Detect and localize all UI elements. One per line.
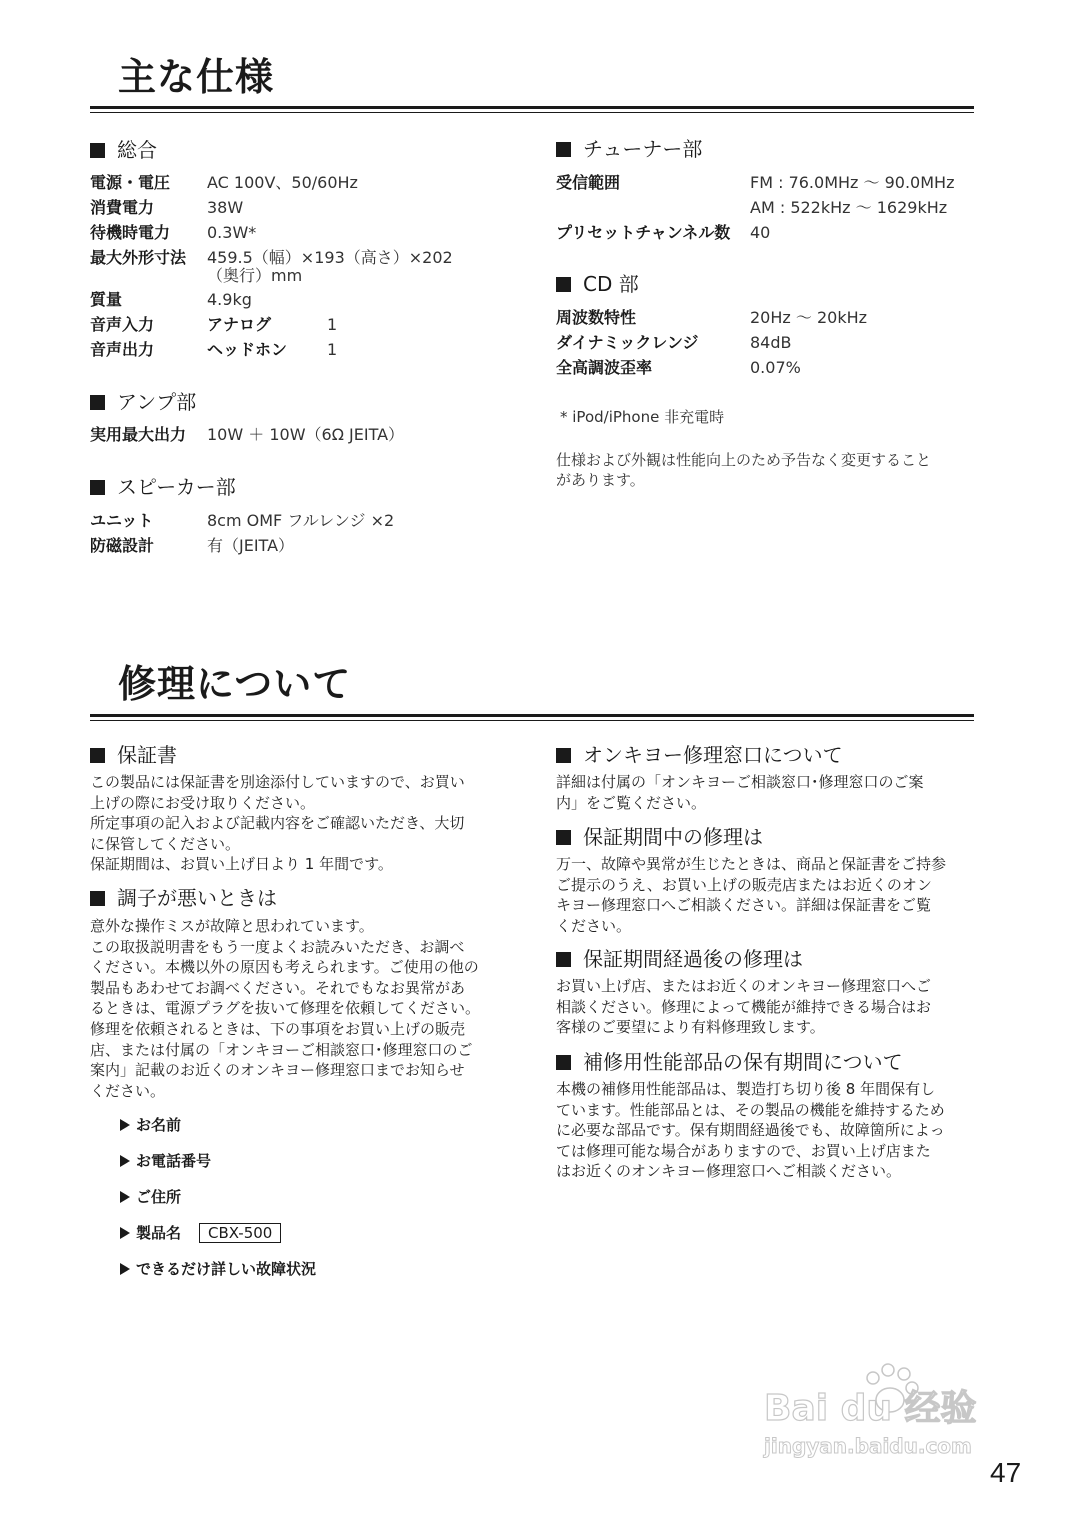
amp-heading: アンプ部 [90, 390, 196, 414]
square-bullet-icon [90, 748, 105, 763]
square-bullet-icon [556, 748, 571, 763]
triangle-bullet-icon [120, 1191, 130, 1203]
general-heading: 総合 [90, 138, 157, 162]
parts-heading: 補修用性能部品の保有期間について [556, 1050, 903, 1074]
trouble-text: 意外な操作ミスが故障と思われています。 この取扱説明書をもう一度よくお読みいただき、お調べ ください。本機以外の原因も考えられます。ご使用の他の 製品もあわせてお調べください。それでもなお異常があ るときは、電源プラグを抜いて修理を依頼してください。 修理を依頼されるときは、下の事項をお買い上げの販売 店、または付属の「オンキヨーご相談窓口･修理窓口のご 案内」記載のお近くのオンキヨー修理窓口までお知らせ ください。 [90, 917, 481, 1100]
square-bullet-icon [556, 830, 571, 845]
repair-title: 修理について [118, 662, 352, 706]
onkyo-heading: オンキヨー修理窓口について [556, 743, 843, 767]
cd-heading: CD 部 [556, 272, 639, 296]
model-name-box: CBX-500 [199, 1223, 281, 1243]
list-item: お名前 [120, 1115, 181, 1135]
tuner-heading: チューナー部 [556, 137, 702, 161]
paw-toe-icon [882, 1364, 894, 1376]
footnote: * iPod/iPhone 非充電時 [560, 408, 725, 426]
after-heading: 保証期間経過後の修理は [556, 947, 803, 971]
square-bullet-icon [556, 142, 571, 157]
specs-title-rule [90, 106, 974, 109]
triangle-bullet-icon [120, 1119, 130, 1131]
list-item: 製品名 CBX-500 [120, 1223, 281, 1243]
triangle-bullet-icon [120, 1263, 130, 1275]
watermark-logo-text: Bai du 经验 [764, 1388, 977, 1429]
triangle-bullet-icon [120, 1155, 130, 1167]
baidu-watermark [760, 1350, 1020, 1465]
square-bullet-icon [90, 143, 105, 158]
watermark-url: jingyan.baidu.com [764, 1434, 972, 1458]
square-bullet-icon [90, 480, 105, 495]
square-bullet-icon [556, 1055, 571, 1070]
list-item: できるだけ詳しい故障状況 [120, 1259, 316, 1279]
square-bullet-icon [556, 277, 571, 292]
speaker-heading: スピーカー部 [90, 475, 236, 499]
notice-line: 仕様および外観は性能向上のため予告なく変更すること [556, 451, 932, 469]
warranty-text: この製品には保証書を別途添付していますので、お買い 上げの際にお受け取りください。 所定事項の記入および記載内容をご確認いただき、大切 に保管してください。 保証期間は、お買い上げ日より 1 年間です。 [90, 773, 465, 874]
trouble-heading: 調子が悪いときは [90, 886, 277, 910]
onkyo-text: 詳細は付属の「オンキヨーご相談窓口･修理窓口のご案 内」をご覧ください。 [556, 773, 924, 812]
triangle-bullet-icon [120, 1227, 130, 1239]
specs-title: 主な仕様 [118, 55, 275, 99]
square-bullet-icon [90, 891, 105, 906]
paw-toe-icon [898, 1368, 910, 1380]
warranty-heading: 保証書 [90, 743, 177, 767]
during-text: 万一、故障や異常が生じたときは、商品と保証書をご持参 ご提示のうえ、お買い上げの販売店またはお近くのオン キヨー修理窓口へご相談ください。詳細は保証書をご覧 ください。 [556, 855, 947, 935]
square-bullet-icon [90, 395, 105, 410]
notice-line: があります。 [556, 471, 645, 489]
repair-title-rule-thin [90, 720, 974, 721]
specs-title-rule-thin [90, 112, 974, 113]
after-text: お買い上げ店、またはお近くのオンキヨー修理窓口へご 相談ください。修理によって機能が維持できる場合はお 客様のご要望により有料修理致します。 [556, 977, 932, 1037]
list-item: お電話番号 [120, 1151, 211, 1171]
during-heading: 保証期間中の修理は [556, 825, 763, 849]
paw-toe-icon [867, 1372, 879, 1384]
square-bullet-icon [556, 952, 571, 967]
list-item: ご住所 [120, 1187, 181, 1207]
page-number: 47 [990, 1457, 1022, 1488]
repair-title-rule [90, 714, 974, 717]
parts-text: 本機の補修用性能部品は、製造打ち切り後 8 年間保有し ています。性能部品とは、その製品の機能を維持するため に必要な部品です。保有期間経過後でも、故障箇所によっ ては修理可能な場合がありますので、お買い上げ店また はお近くのオンキヨー修理窓口へご相談ください。 [556, 1080, 945, 1181]
